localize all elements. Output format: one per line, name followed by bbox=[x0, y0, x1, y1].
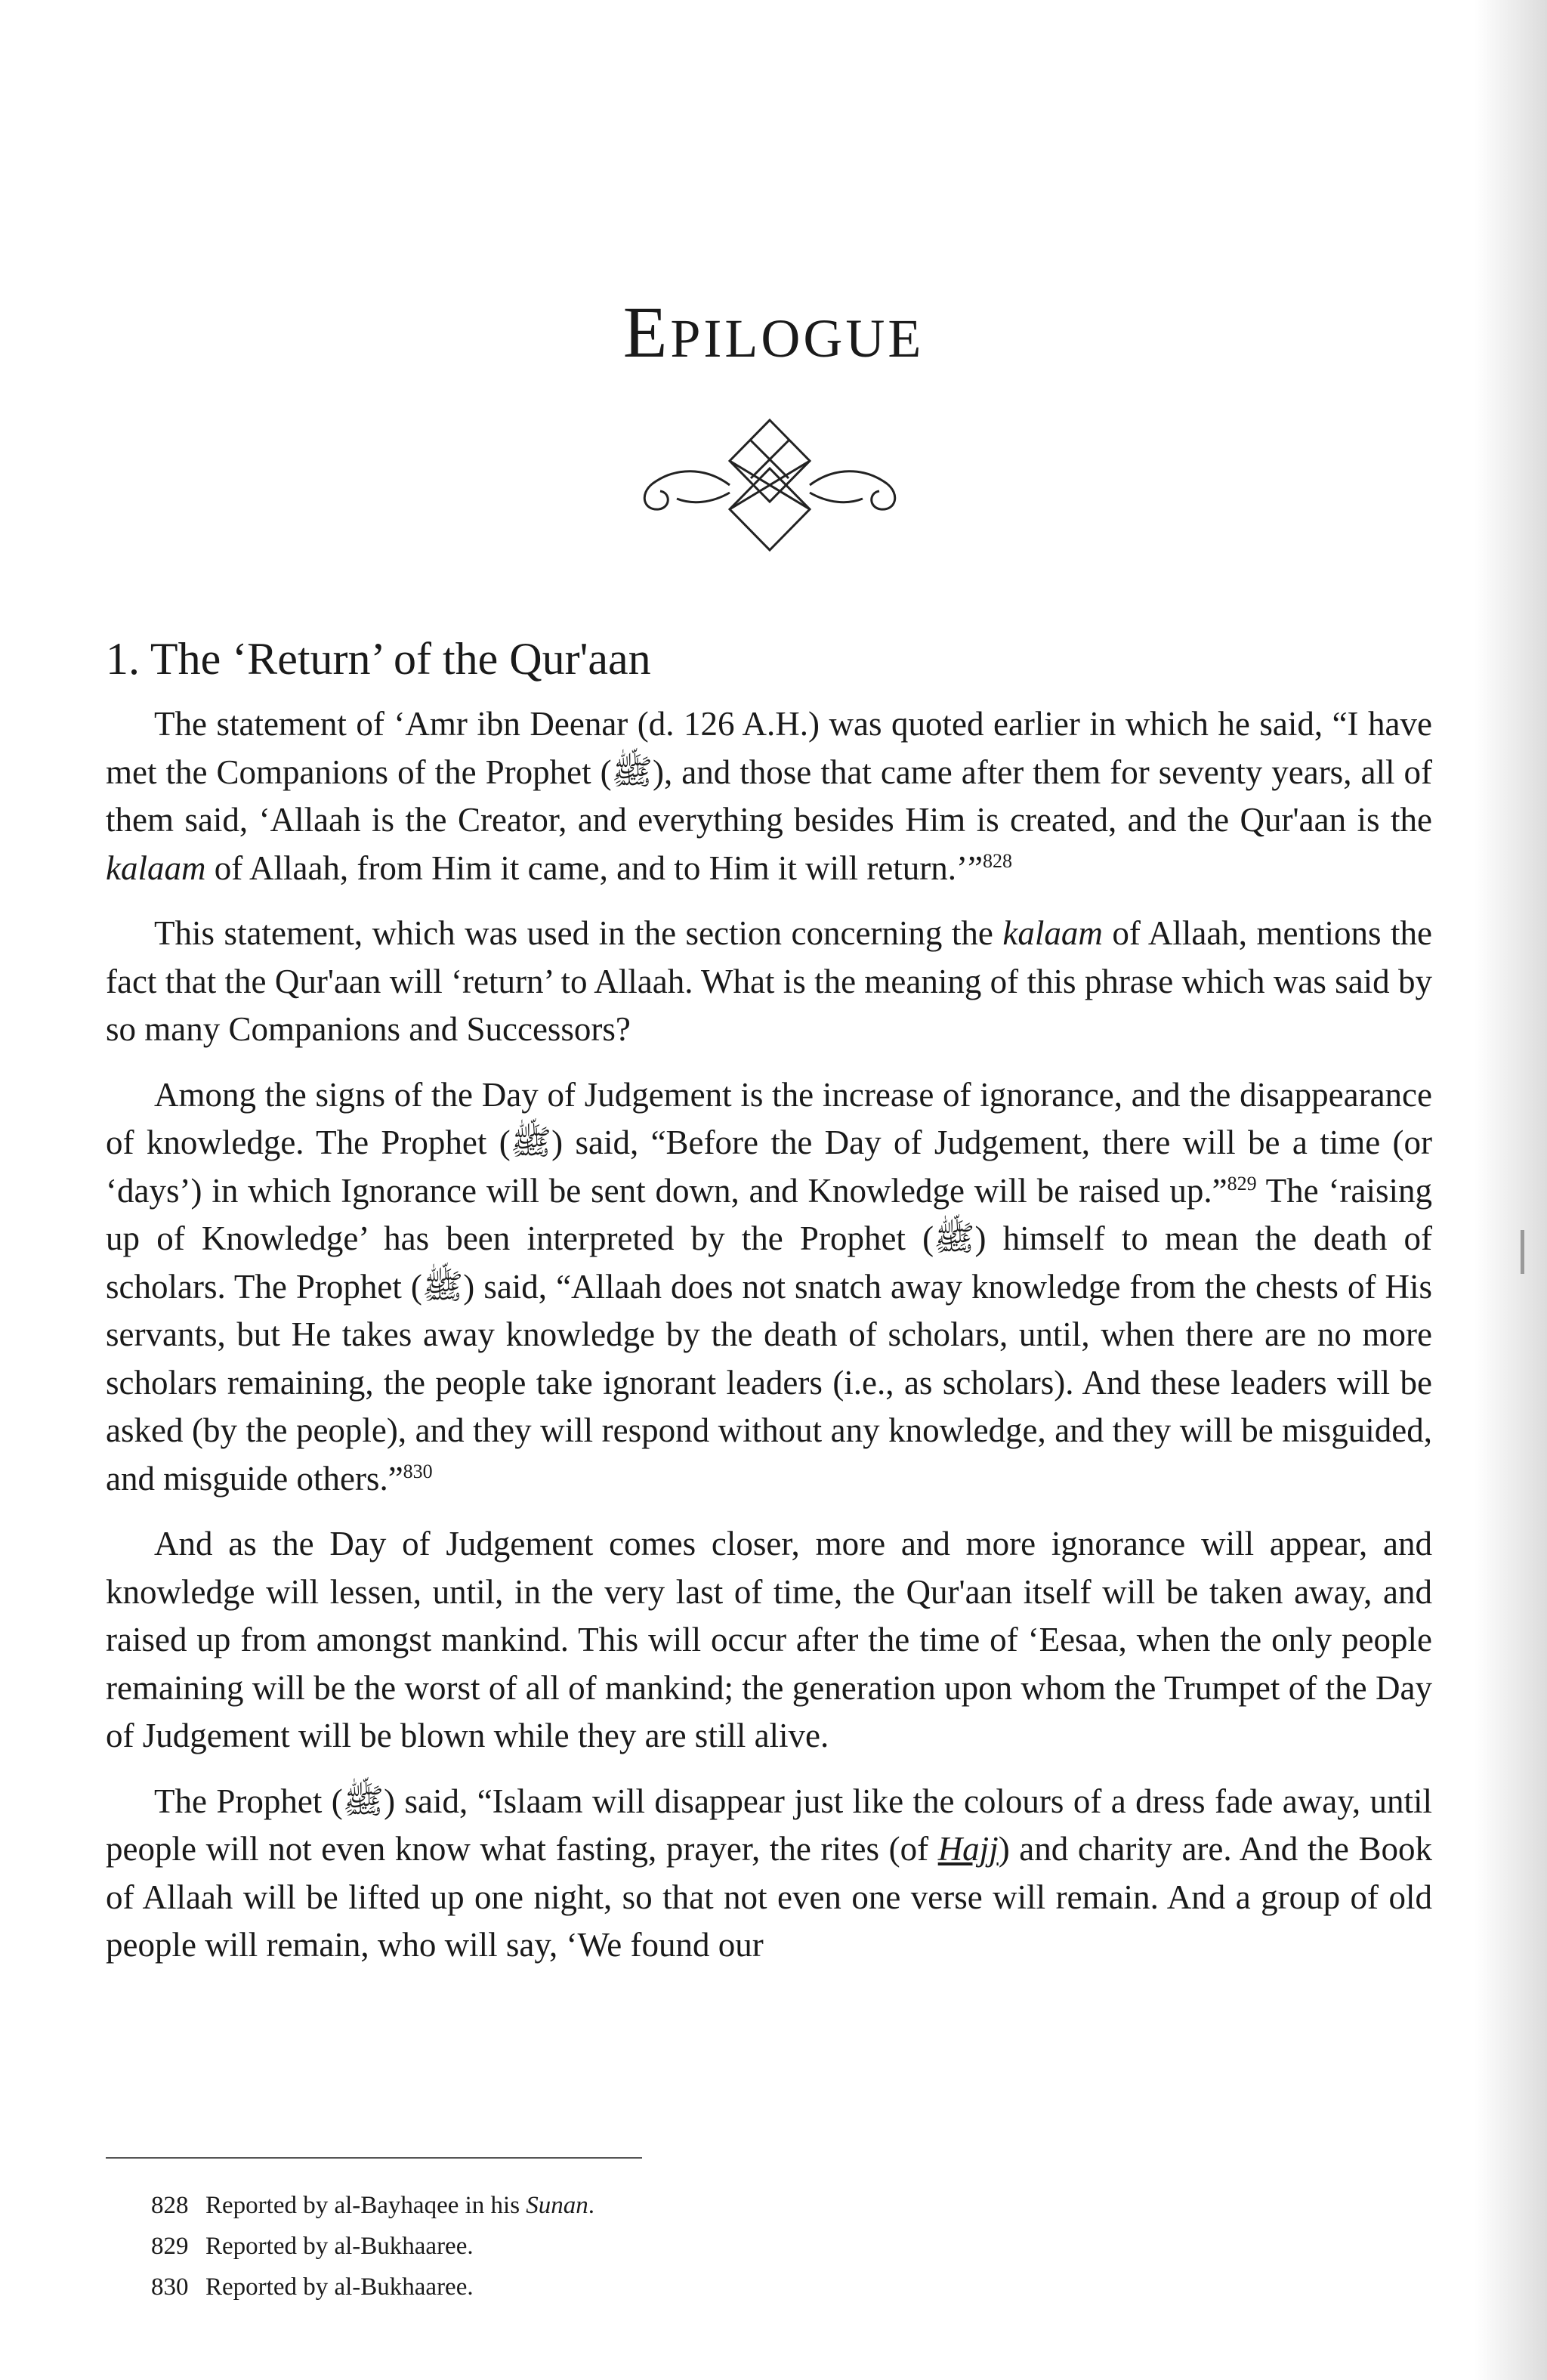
paragraph-text: , and those that came after them for seventy years, all of them said, ‘Allaah is the Creator, and everything besides Him is created, and the Qur'aan is the bbox=[106, 753, 1432, 839]
footnote-text: . bbox=[588, 2192, 595, 2219]
paragraph-text: himself to mean the death of scholars. The Prophet bbox=[106, 1219, 1433, 1306]
paragraph-3 bbox=[106, 1071, 1432, 1504]
footnote-text: Reported by al-Bayhaqee in his bbox=[205, 2192, 526, 2219]
paragraph-4: And as the Day of Judgement comes closer, more and more ignorance will appear, and knowledge will lessen, until, in the very last of time, the Qur'aan itself will be taken away, and raised up from amongst mankind. This will occur after the time of ‘Eesaa, when the only people remaining will be the worst of all of mankind; the generation upon whom the Trumpet of the Day of Judgement will be blown while they are still alive. bbox=[106, 1525, 1432, 1754]
footnotes bbox=[151, 2185, 1360, 2307]
paragraph-text: ) and charity are. And the Book of Allaah will be lifted up one night, so that not even one verse will remain. And a group of old people will remain, who will say, ‘We found our bbox=[106, 1830, 1432, 1964]
paragraph-1 bbox=[106, 700, 1432, 892]
italic-term: kalaam bbox=[106, 848, 206, 887]
italic-term: kalaam bbox=[1002, 914, 1103, 952]
paragraph-text: Among the signs of the Day of Judgement is the increase of ignorance, and the disappearance of knowledge. The Prophet bbox=[106, 1075, 1432, 1161]
footnote-text: Reported by al-Bukhaaree. bbox=[205, 2273, 474, 2301]
honorific-icon: (ﷺ) bbox=[600, 753, 664, 791]
footnote-ref-829[interactable]: 829 bbox=[1227, 1172, 1257, 1195]
footnote-ref-830[interactable]: 830 bbox=[403, 1460, 433, 1482]
page-edge-mark bbox=[1521, 1230, 1524, 1274]
paragraph-text: The statement of ‘Amr ibn Deenar (d. 126 A.H.) was quoted earlier in which he said, “I have met the Companions of the Prophet bbox=[106, 705, 1432, 791]
ornament-icon bbox=[622, 414, 917, 556]
body-text bbox=[106, 700, 1432, 1987]
paragraph-text: said, “Islaam will disappear just like the colours of a dress fade away, until people will not even know what fasting, prayer, the rites (of bbox=[106, 1782, 1432, 1868]
footnote-italic: Sunan bbox=[526, 2192, 588, 2219]
footnote-number: 830 bbox=[151, 2273, 189, 2301]
footnote-830 bbox=[151, 2267, 1360, 2307]
chapter-title-rest: PILOGUE bbox=[670, 308, 925, 369]
paragraph-text: The Prophet bbox=[154, 1782, 332, 1820]
footnote-text: Reported by al-Bukhaaree. bbox=[205, 2233, 474, 2260]
paragraph-5 bbox=[106, 1778, 1432, 1970]
paragraph-text: of Allaah, from Him it came, and to Him it will return.’” bbox=[205, 848, 983, 887]
footnote-number: 829 bbox=[151, 2233, 189, 2260]
paragraph-text: said, “Allaah does not snatch away knowledge from the chests of His servants, but He takes away knowledge by the death of scholars, until, when there are no more scholars remaining, the people take ignorant leaders (i.e., as scholars). And these leaders will be asked (by the people), and they will respond without any knowledge, and they will be misguided, and misguide others.” bbox=[106, 1267, 1432, 1498]
honorific-icon: (ﷺ) bbox=[922, 1219, 987, 1257]
footnote-divider bbox=[106, 2157, 642, 2159]
italic-term: Hajj bbox=[937, 1830, 999, 1868]
paragraph-text: said, “Before the Day of Judgement, there will be a time (or ‘days’) in which Ignorance will be sent down, and Knowledge will be raised up.” bbox=[106, 1124, 1433, 1210]
paragraph-text: This statement, which was used in the section concerning the bbox=[154, 914, 1003, 952]
footnote-number: 828 bbox=[151, 2192, 189, 2219]
honorific-icon: (ﷺ) bbox=[499, 1124, 564, 1161]
honorific-icon: (ﷺ) bbox=[331, 1782, 396, 1820]
footnote-828 bbox=[151, 2185, 1360, 2226]
chapter-title bbox=[0, 290, 1547, 374]
chapter-title-initial: E bbox=[622, 292, 671, 372]
paragraph-2 bbox=[106, 910, 1432, 1054]
paragraph-text: of Allaah, mentions the fact that the Qur'aan will ‘return’ to Allaah. What is the meaning of this phrase which was said by so many Companions and Successors? bbox=[106, 914, 1432, 1048]
footnote-829 bbox=[151, 2226, 1360, 2267]
paragraph-text: The ‘raising up of Knowledge’ has been interpreted by the Prophet bbox=[106, 1171, 1432, 1257]
honorific-icon: (ﷺ) bbox=[410, 1267, 475, 1306]
section-heading: 1. The ‘Return’ of the Qur'aan bbox=[106, 634, 651, 684]
footnote-ref-828[interactable]: 828 bbox=[982, 849, 1012, 872]
